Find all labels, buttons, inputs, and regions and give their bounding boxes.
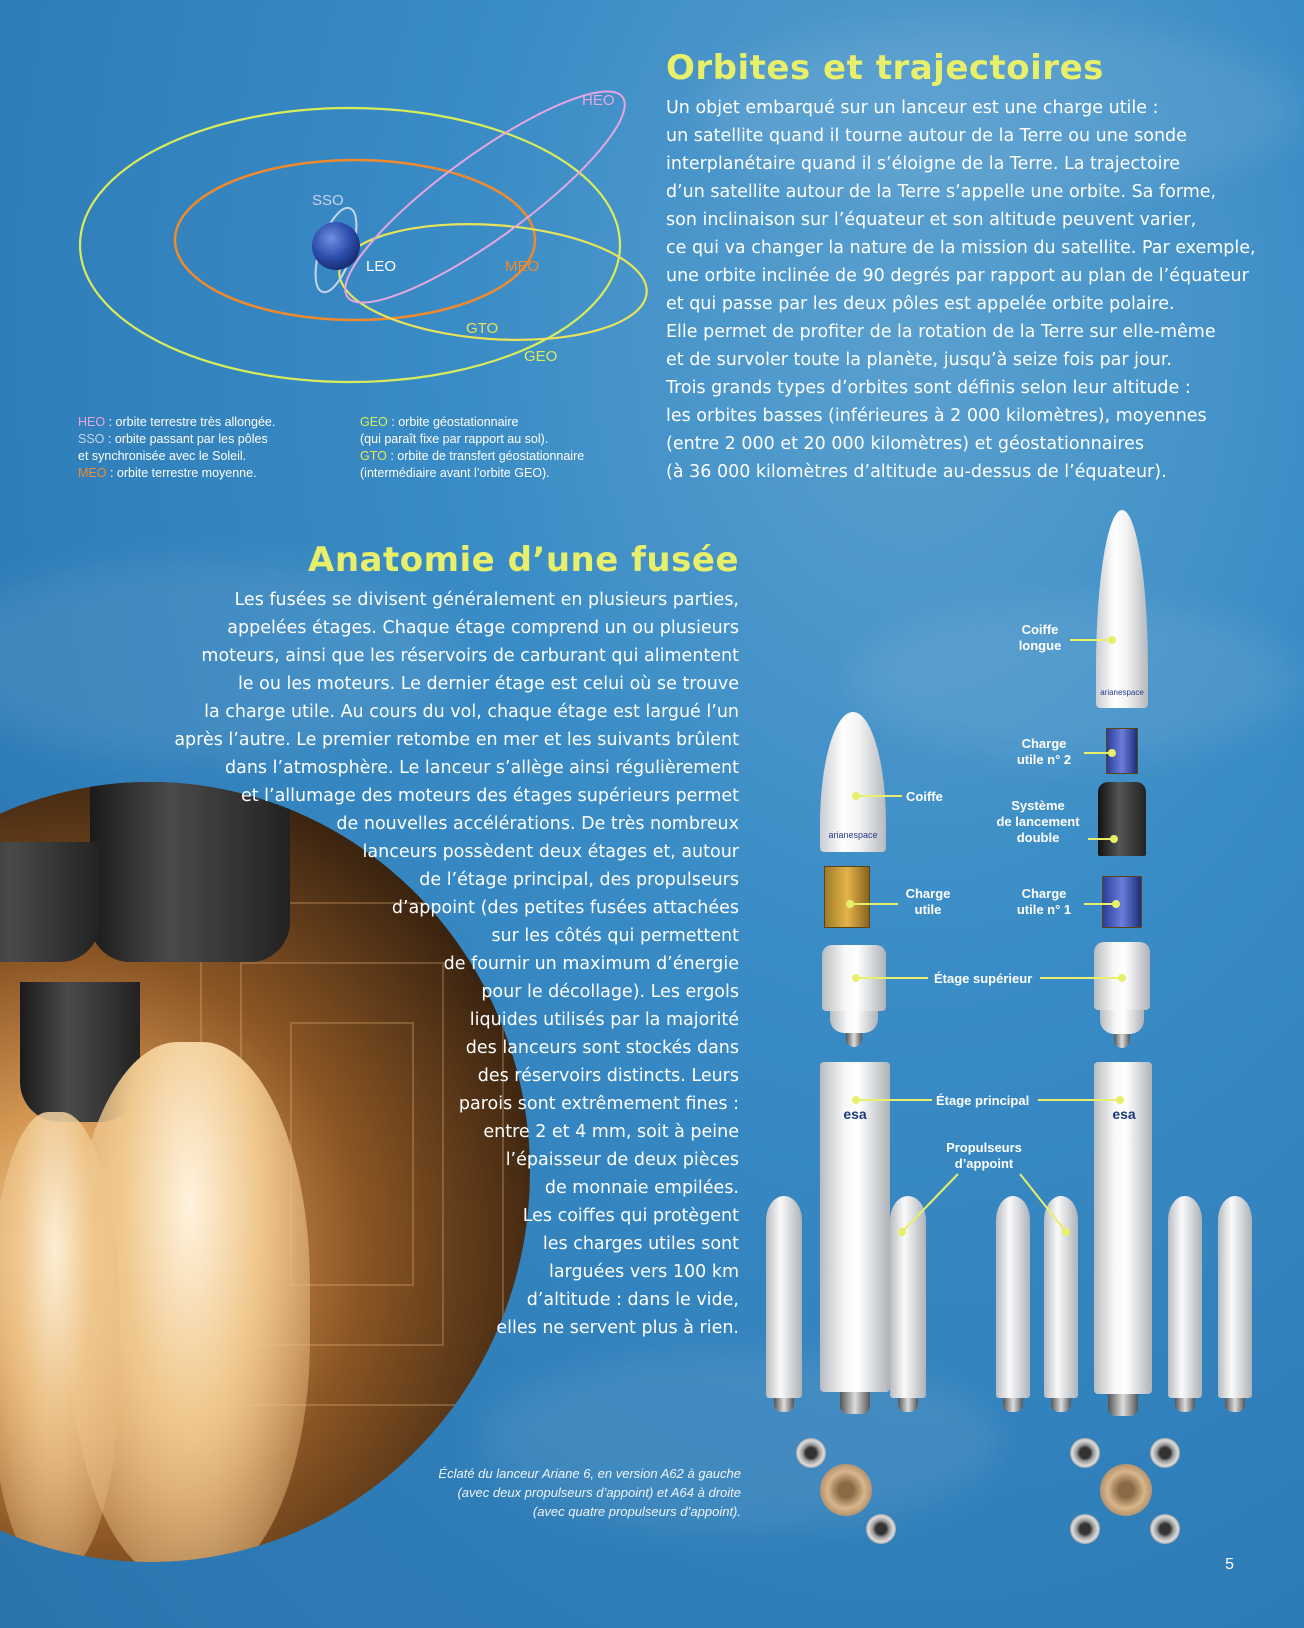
label-propulseurs bbox=[936, 1140, 1032, 1172]
label-charge-utile-2 bbox=[1004, 736, 1084, 768]
paragraph-line: une orbite inclinée de 90 degrés par rapport au plan de l’équateur bbox=[666, 266, 1249, 286]
legend-text: : orbite terrestre très allongée. bbox=[105, 415, 276, 429]
propulseurs-callouts bbox=[880, 1170, 1080, 1250]
legend-text: (intermédiaire avant l’orbite GEO). bbox=[360, 466, 550, 480]
callout-dot bbox=[852, 974, 860, 982]
a62-bottom-view bbox=[790, 1436, 900, 1546]
label-etage-principal: Étage principal bbox=[936, 1093, 1030, 1108]
label-systeme-lancement-double bbox=[990, 798, 1086, 846]
paragraph-line: d’altitude : dans le vide, bbox=[526, 1290, 739, 1310]
callout-dot bbox=[1108, 749, 1116, 757]
esa-logo: esa bbox=[843, 1106, 867, 1122]
paragraph-line: l’épaisseur de deux pièces bbox=[505, 1150, 739, 1170]
legend-key: SSO bbox=[78, 432, 105, 446]
anatomy-title: Anatomie d’une fusée bbox=[308, 540, 739, 580]
callout-line bbox=[1084, 903, 1114, 905]
booster-nozzle bbox=[1003, 1398, 1023, 1412]
paragraph-line: d’appoint (des petites fusées attachées bbox=[391, 898, 739, 918]
sso-label: SSO bbox=[312, 192, 344, 209]
booster-nozzle bbox=[898, 1398, 918, 1412]
paragraph-line: de fournir un maximum d’énergie bbox=[443, 954, 739, 974]
a64-bottom-view bbox=[1066, 1436, 1186, 1546]
payload-satellite bbox=[824, 866, 870, 928]
callout-line bbox=[1038, 1099, 1118, 1101]
paragraph-line: moteurs, ainsi que les réservoirs de carburant qui alimentent bbox=[201, 646, 739, 666]
payload-1-satellite bbox=[1102, 876, 1142, 928]
upper-stage-nozzle bbox=[1114, 1034, 1130, 1048]
page-number: 5 bbox=[1225, 1556, 1234, 1573]
label-charge-utile bbox=[900, 886, 956, 918]
anatomy-paragraph bbox=[174, 586, 739, 1342]
paragraph-line: (à 36 000 kilomètres d’altitude au-dessus de l’équateur). bbox=[666, 462, 1167, 482]
caption-line: Éclaté du lanceur Ariane 6, en version A62 à gauche bbox=[438, 1466, 741, 1481]
label-line: Charge bbox=[1021, 886, 1067, 901]
label-line: Charge bbox=[905, 886, 951, 901]
label-line: double bbox=[1016, 830, 1060, 845]
legend-text: : orbite géostationnaire bbox=[387, 415, 519, 429]
legend-text: et synchronisée avec le Soleil. bbox=[78, 449, 247, 463]
paragraph-line: et l’allumage des moteurs des étages supérieurs permet bbox=[240, 786, 739, 806]
paragraph-line: de monnaie empilées. bbox=[544, 1178, 739, 1198]
caption-line: (avec deux propulseurs d’appoint) et A64 à droite bbox=[457, 1485, 741, 1500]
earth-icon bbox=[312, 222, 360, 270]
paragraph-line: des réservoirs distincts. Leurs bbox=[477, 1066, 739, 1086]
meo-label: MEO bbox=[505, 258, 540, 275]
callout-dot bbox=[1108, 636, 1116, 644]
label-line: de lancement bbox=[996, 814, 1080, 829]
label-etage-superieur: Étage supérieur bbox=[934, 971, 1033, 986]
booster bbox=[766, 1196, 802, 1398]
callout-line bbox=[1040, 977, 1120, 979]
paragraph-line: interplanétaire quand il s’éloigne de la Terre. La trajectoire bbox=[666, 154, 1181, 174]
callout-dot bbox=[1112, 900, 1120, 908]
legend-text: (qui paraît fixe par rapport au sol). bbox=[360, 432, 549, 446]
core-stage-nozzle bbox=[840, 1392, 870, 1414]
callout-line bbox=[860, 795, 902, 797]
legend-key: MEO bbox=[78, 466, 107, 480]
upper-stage-nozzle bbox=[846, 1033, 862, 1047]
paragraph-line: le ou les moteurs. Le dernier étage est celui où se trouve bbox=[237, 674, 739, 694]
booster bbox=[1218, 1196, 1252, 1398]
label-line: utile n° 2 bbox=[1016, 752, 1072, 767]
label-line: longue bbox=[1018, 638, 1062, 653]
paragraph-line: pour le décollage). Les ergols bbox=[481, 982, 739, 1002]
paragraph-line: elles ne servent plus à rien. bbox=[496, 1318, 739, 1338]
orbit-legend-right bbox=[360, 414, 584, 482]
leo-label: LEO bbox=[366, 258, 397, 275]
label-line: Coiffe bbox=[1021, 622, 1059, 637]
booster-nozzle bbox=[1175, 1398, 1195, 1412]
callout-dot bbox=[1116, 1096, 1124, 1104]
caption-line: (avec quatre propulseurs d’appoint). bbox=[532, 1504, 741, 1519]
callout-line bbox=[1070, 639, 1110, 641]
figure-caption bbox=[438, 1464, 741, 1521]
paragraph-line: son inclinaison sur l’équateur et son altitude peuvent varier, bbox=[666, 210, 1197, 230]
paragraph-line: ce qui va changer la nature de la mission du satellite. Par exemple, bbox=[666, 238, 1256, 258]
legend-text: : orbite de transfert géostationnaire bbox=[386, 449, 585, 463]
arianespace-logo: arianespace bbox=[828, 830, 878, 840]
paragraph-line: Les coiffes qui protègent bbox=[522, 1206, 739, 1226]
core-stage-nozzle bbox=[1108, 1394, 1138, 1416]
callout-dot bbox=[1118, 974, 1126, 982]
paragraph-line: et qui passe par les deux pôles est appelée orbite polaire. bbox=[666, 294, 1175, 314]
geo-label: GEO bbox=[524, 348, 558, 365]
paragraph-line: un satellite quand il tourne autour de la Terre ou une sonde bbox=[666, 126, 1187, 146]
label-coiffe: Coiffe bbox=[906, 789, 943, 804]
legend-text: : orbite passant par les pôles bbox=[104, 432, 268, 446]
paragraph-line: liquides utilisés par la majorité bbox=[469, 1010, 739, 1030]
booster-nozzle bbox=[1051, 1398, 1071, 1412]
callout-dot bbox=[852, 792, 860, 800]
paragraph-line: appelées étages. Chaque étage comprend un ou plusieurs bbox=[227, 618, 739, 638]
label-line: Charge bbox=[1021, 736, 1067, 751]
upper-stage-engine-bay bbox=[1100, 1010, 1144, 1034]
paragraph-line: (entre 2 000 et 20 000 kilomètres) et géostationnaires bbox=[666, 434, 1145, 454]
legend-text: : orbite terrestre moyenne. bbox=[106, 466, 257, 480]
label-line: d’appoint bbox=[954, 1156, 1014, 1171]
paragraph-line: Trois grands types d’orbites sont définis selon leur altitude : bbox=[666, 378, 1191, 398]
orbits-title: Orbites et trajectoires bbox=[666, 48, 1104, 88]
dual-launch-system bbox=[1098, 782, 1146, 856]
paragraph-line: sur les côtés qui permettent bbox=[491, 926, 739, 946]
booster-nozzle bbox=[774, 1398, 794, 1412]
legend-key: GTO bbox=[360, 449, 387, 463]
upper-stage-engine-bay bbox=[830, 1011, 878, 1033]
gto-label: GTO bbox=[466, 320, 499, 337]
esa-logo: esa bbox=[1112, 1106, 1136, 1122]
paragraph-line: les orbites basses (inférieures à 2 000 kilomètres), moyennes bbox=[666, 406, 1207, 426]
arianespace-logo: arianespace bbox=[1100, 688, 1144, 697]
heo-label: HEO bbox=[582, 92, 615, 109]
paragraph-line: d’un satellite autour de la Terre s’appelle une orbite. Sa forme, bbox=[666, 182, 1217, 202]
paragraph-line: la charge utile. Au cours du vol, chaque étage est largué l’un bbox=[204, 702, 739, 722]
callout-line bbox=[1088, 838, 1112, 840]
paragraph-line: dans l’atmosphère. Le lanceur s’allège ainsi régulièrement bbox=[224, 758, 739, 778]
orbit-legend-left bbox=[78, 414, 275, 482]
callout-line bbox=[860, 1099, 932, 1101]
label-charge-utile-1 bbox=[1004, 886, 1084, 918]
booster-nozzle bbox=[1225, 1398, 1245, 1412]
label-line: utile n° 1 bbox=[1016, 902, 1072, 917]
booster bbox=[1168, 1196, 1202, 1398]
label-coiffe-longue bbox=[1010, 622, 1070, 654]
paragraph-line: de nouvelles accélérations. De très nombreux bbox=[336, 814, 739, 834]
paragraph-line: et de survoler toute la planète, jusqu’à seize fois par jour. bbox=[666, 350, 1172, 370]
paragraph-line: après l’autre. Le premier retombe en mer et les suivants brûlent bbox=[174, 730, 739, 750]
paragraph-line: entre 2 et 4 mm, soit à peine bbox=[483, 1122, 739, 1142]
callout-dot bbox=[852, 1096, 860, 1104]
callout-dot bbox=[846, 900, 854, 908]
legend-key: GEO bbox=[360, 415, 388, 429]
label-line: Propulseurs bbox=[946, 1140, 1022, 1155]
paragraph-line: larguées vers 100 km bbox=[548, 1262, 739, 1282]
label-line: utile bbox=[914, 902, 942, 917]
paragraph-line: lanceurs possèdent deux étages et, autour bbox=[362, 842, 739, 862]
orbits-paragraph bbox=[666, 94, 1256, 486]
callout-line bbox=[860, 977, 928, 979]
paragraph-line: Elle permet de profiter de la rotation de la Terre sur elle-même bbox=[666, 322, 1216, 342]
paragraph-line: de l’étage principal, des propulseurs bbox=[419, 870, 739, 890]
callout-dot bbox=[1110, 835, 1118, 843]
callout-line bbox=[1084, 752, 1110, 754]
label-line: Système bbox=[1011, 798, 1065, 813]
paragraph-line: les charges utiles sont bbox=[542, 1234, 739, 1254]
paragraph-line: des lanceurs sont stockés dans bbox=[465, 1038, 739, 1058]
long-fairing bbox=[1096, 510, 1148, 708]
callout-line bbox=[854, 903, 898, 905]
paragraph-line: parois sont extrêmement fines : bbox=[458, 1094, 739, 1114]
paragraph-line: Les fusées se divisent généralement en plusieurs parties, bbox=[234, 590, 739, 610]
paragraph-line: Un objet embarqué sur un lanceur est une charge utile : bbox=[666, 98, 1159, 118]
legend-key: HEO bbox=[78, 415, 106, 429]
